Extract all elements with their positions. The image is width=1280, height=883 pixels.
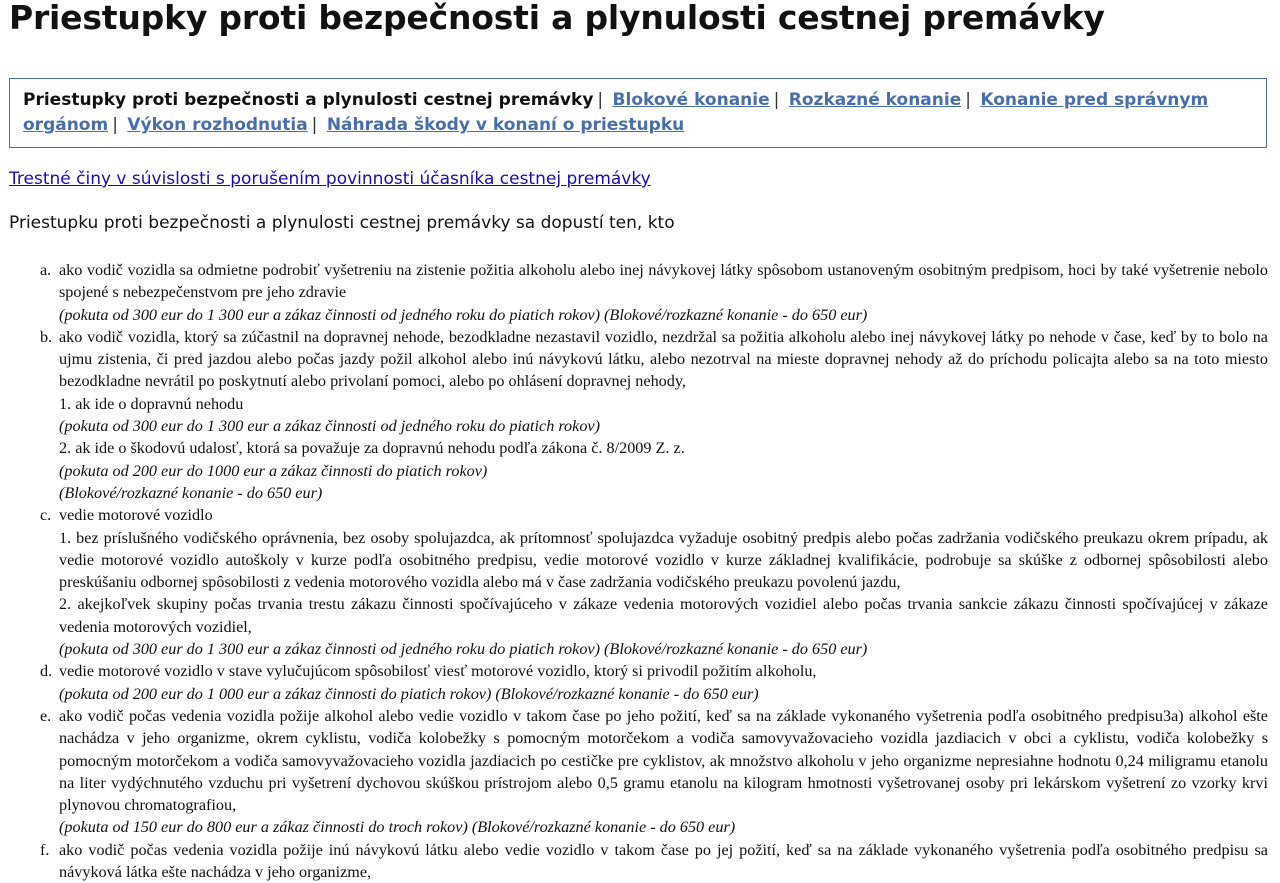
nav-link-nahrada-skody[interactable]: Náhrada škody v konaní o priestupku	[326, 115, 685, 135]
sub-item-text: 1. bez príslušného vodičského oprávnenia, bez osoby spolujazdca, ak prítomnosť spolujazdca vyžaduje osobitný predpis alebo počas zadržania vodičského preukazu okrem prípadu, ak vedie motorové vozidlo autoškoly v kurze podľa osobitného predpisu, vedie motorové vozidlo v kurze základnej kvalifikácie, podrobuje sa skúške z odbornej spôsobilosti alebo preskúšaniu odbornej spôsobilosti z vedenia motorového vozidla alebo má v čase zadržania vodičského preukazu povolenú jazdu,	[59, 528, 1268, 592]
list-item-b	[40, 326, 1268, 504]
item-marker: b.	[40, 327, 53, 346]
nav-separator: |	[965, 90, 971, 110]
sub-item-text: 2. ak ide o škodovú udalosť, ktorá sa považuje za dopravnú nehodu podľa zákona č. 8/2009 Z. z.	[59, 439, 685, 458]
penalty-text: (pokuta od 200 eur do 1 000 eur a zákaz činnosti do piatich rokov) (Blokové/rozkazné konanie - do 650 eur)	[59, 684, 759, 703]
sub-item-text: 1. ak ide o dopravnú nehodu	[59, 394, 244, 413]
nav-link-vykon-rozhodnutia[interactable]: Výkon rozhodnutia	[127, 115, 308, 135]
item-text: ako vodič vozidla, ktorý sa zúčastnil na dopravnej nehode, bezodkladne nezastavil vozidlo, nezdržal sa požitia alkoholu alebo inej návykovej látky po nehode v čase, keď by to bolo na ujmu zistenia, či pred jazdou alebo počas jazdy požil alkohol alebo inú návykovú látku, alebo nezotrval na mieste dopravnej nehody až do príchodu policajta alebo sa na toto miesto bezodkladne nevrátil po poskytnutí alebo privolaní pomoci, alebo po ohlásení dopravnej nehody,	[59, 327, 1268, 391]
penalty-text: (pokuta od 200 eur do 1000 eur a zákaz činnosti do piatich rokov)	[59, 461, 488, 480]
nav-link-konanie-pred-spravnym-organom[interactable]: Konanie pred správnym orgánom	[23, 90, 1209, 135]
list-item-c	[40, 504, 1268, 660]
list-item-f	[40, 839, 1268, 883]
intro-text: Priestupku proti bezpečnosti a plynulosti cestnej premávky sa dopustí ten, kto	[9, 213, 675, 233]
penalty-text: (pokuta od 300 eur do 1 300 eur a zákaz činnosti od jedného roku do piatich rokov) (Blokové/rozkazné konanie - do 650 eur)	[59, 305, 868, 324]
criminal-offenses-link[interactable]: Trestné činy v súvislosti s porušením povinnosti účasníka cestnej premávky	[9, 169, 651, 189]
nav-separator: |	[597, 90, 604, 110]
nav-current-page: Priestupky proti bezpečnosti a plynulosti cestnej premávky	[23, 90, 594, 110]
item-marker: e.	[40, 706, 52, 725]
item-text: vedie motorové vozidlo	[59, 506, 213, 525]
page-title: Priestupky proti bezpečnosti a plynulosti cestnej premávky	[9, 0, 1105, 37]
item-marker: f.	[40, 840, 50, 859]
item-marker: d.	[40, 662, 53, 681]
item-text: ako vodič vozidla sa odmietne podrobiť vyšetreniu na zistenie požitia alkoholu alebo inej návykovej látky spôsobom ustanoveným osobitným predpisom, hoci by také vyšetrenie nebolo spojené s nebezpečenstvom pre jeho zdravie	[59, 261, 1268, 302]
nav-separator: |	[311, 115, 318, 135]
list-item-a	[40, 259, 1268, 326]
sub-item-text: 2. akejkoľvek skupiny počas trvania trestu zákazu činnosti spočívajúceho v zákaze vedenia motorových vozidiel alebo počas trvania sankcie zákazu činnosti spočívajúcej v zákaze vedenia motorových vozidiel,	[59, 595, 1268, 636]
penalty-text: (pokuta od 300 eur do 1 300 eur a zákaz činnosti od jedného roku do piatich rokov) (Blokové/rozkazné konanie - do 650 eur)	[59, 640, 868, 659]
item-text: vedie motorové vozidlo v stave vylučujúcom spôsobilosť viesť motorové vozidlo, ktorý si privodil požitím alkoholu,	[59, 662, 817, 681]
penalty-text: (pokuta od 300 eur do 1 300 eur a zákaz činnosti od jedného roku do piatich rokov)	[59, 417, 600, 436]
offense-list	[40, 259, 1268, 883]
item-marker: c.	[40, 506, 52, 525]
item-text: ako vodič počas vedenia vozidla požije alkohol alebo vedie vozidlo v takom čase po jeho požití, keď sa na základe vykonaného vyšetrenia podľa osobitného predpisu3a) alkohol ešte nachádza v jeho organizme, okrem cyklistu, vodiča kolobežky s pomocným motorčekom a vodiča samovyvažovacieho vozidla jazdiacich v obci a cyklistu, vodiča kolobežky s pomocným motorčekom a vodiča samovyvažovacieho vozidla jazdiacich po cestičke pre cyklistov, ak množstvo alkoholu v jeho organizme nepresiahne hodnotu 0,24 miligramu etanolu na liter vydýchnutého vzduchu pri vyšetrení dychovou skúškou prístrojom alebo 0,5 gramu etanolu na kilogram hmotnosti vyšetrovanej osoby pri lekárskom vyšetrení zo vzorky krvi plynovou chromatografiou,	[59, 706, 1268, 815]
list-item-e	[40, 705, 1268, 839]
penalty-text: (Blokové/rozkazné konanie - do 650 eur)	[59, 483, 323, 502]
penalty-text: (pokuta od 150 eur do 800 eur a zákaz činnosti do troch rokov) (Blokové/rozkazné konanie - do 650 eur)	[59, 818, 736, 837]
nav-separator: |	[773, 90, 780, 110]
nav-separator: |	[112, 115, 118, 135]
item-text: ako vodič počas vedenia vozidla požije inú návykovú látku alebo vedie vozidlo v takom čase po jej požití, keď sa na základe vykonaného vyšetrenia podľa osobitného predpisu sa návyková látka ešte nachádza v jeho organizme,	[59, 840, 1268, 882]
nav-link-blokove-konanie[interactable]: Blokové konanie	[612, 90, 770, 110]
item-marker: a.	[40, 261, 52, 279]
list-item-d	[40, 660, 1268, 705]
nav-link-rozkazne-konanie[interactable]: Rozkazné konanie	[788, 90, 962, 110]
section-nav	[9, 78, 1267, 148]
